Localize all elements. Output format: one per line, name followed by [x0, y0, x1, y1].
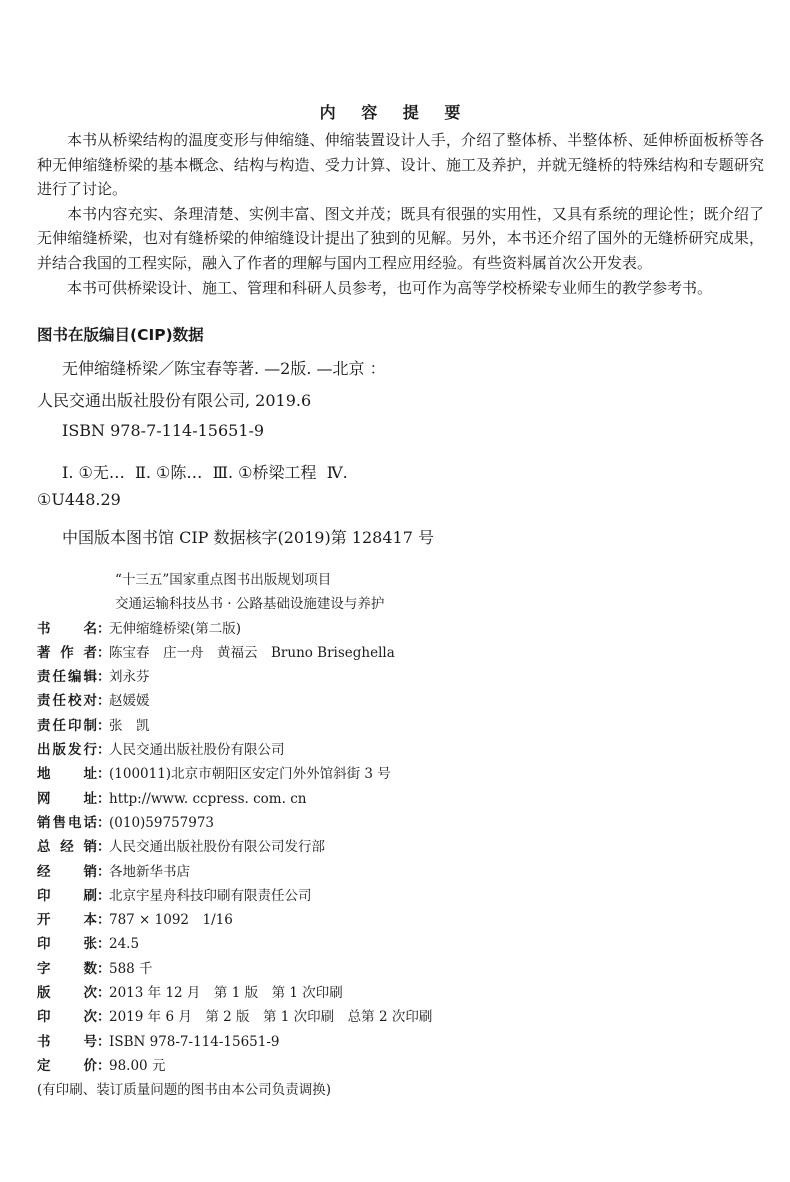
field-label-char: 对 [83, 693, 97, 710]
field-label [37, 908, 97, 932]
field-value: 人民交通出版社股份有限公司 [109, 742, 285, 759]
colophon-fields [37, 617, 432, 1079]
field-value: (010)59757973 [109, 814, 215, 831]
field-label-char: 书 [37, 1033, 51, 1050]
cip-line: 人民交通出版社股份有限公司, 2019.6 [37, 391, 312, 410]
field-label-char: 书 [37, 620, 51, 637]
field-label [37, 932, 97, 956]
field-label-char: 销 [37, 814, 51, 831]
field-colon: ： [97, 1033, 111, 1050]
field-label-char: 印 [37, 1009, 51, 1026]
field-colon: ： [97, 693, 111, 710]
field-label-char: 校 [68, 693, 82, 710]
field-label [37, 1054, 97, 1078]
field-label-char: 辑 [83, 669, 97, 686]
field-label-char: 次 [83, 1009, 97, 1026]
colophon-field [37, 689, 432, 713]
cip-line: 无伸缩缝桥梁／陈宝春等著. —2版. —北京 ： [62, 359, 386, 378]
colophon-field [37, 714, 432, 738]
field-label-char: 发 [68, 742, 82, 759]
field-label-char: 本 [83, 912, 97, 929]
field-value: 2019 年 6 月 第 2 版 第 1 次印刷 总第 2 次印刷 [109, 1009, 433, 1026]
colophon-field [37, 738, 432, 762]
field-label [37, 714, 97, 738]
field-label [37, 957, 97, 981]
field-colon: ： [97, 887, 111, 904]
field-label-char: 著 [37, 644, 51, 661]
field-colon: ： [97, 1009, 111, 1026]
project-line: “十三五”国家重点图书出版规划项目 [115, 572, 332, 588]
field-label [37, 811, 97, 835]
field-label-char: 版 [52, 742, 66, 759]
field-label [37, 835, 97, 859]
field-label-char: 出 [37, 742, 51, 759]
field-label [37, 617, 97, 641]
field-label [37, 1030, 97, 1054]
field-label-char: 话 [83, 814, 97, 831]
field-label-char: 作 [60, 644, 74, 661]
cip-line: ①U448.29 [37, 490, 121, 509]
colophon-field [37, 884, 432, 908]
field-label-char: 任 [52, 717, 66, 734]
field-label [37, 665, 97, 689]
field-colon: ： [97, 742, 111, 759]
field-value: 787 × 1092 1/16 [109, 912, 233, 929]
field-label-char: 总 [37, 839, 51, 856]
colophon-field [37, 1054, 432, 1078]
field-colon: ： [97, 863, 111, 880]
field-value: 588 千 [109, 960, 153, 977]
field-label-char: 次 [83, 985, 97, 1002]
field-label-char: 电 [68, 814, 82, 831]
field-label-char: 网 [37, 790, 51, 807]
field-colon: ： [97, 766, 111, 783]
field-label-char: 定 [37, 1057, 51, 1074]
summary-paragraph: 本书可供桥梁设计、施工、管理和科研人员参考，也可作为高等学校桥梁专业师生的教学参考书。 [67, 278, 713, 297]
field-value: 张 凯 [109, 717, 150, 734]
field-label-char: 版 [37, 985, 51, 1002]
field-label-char: 价 [83, 1057, 97, 1074]
field-value: 24.5 [109, 936, 140, 953]
field-label-char: 号 [83, 1033, 97, 1050]
colophon-field [37, 932, 432, 956]
field-label-char: 任 [52, 669, 66, 686]
colophon-field [37, 1030, 432, 1054]
field-colon: ： [97, 669, 111, 686]
field-value: 刘永芬 [109, 669, 150, 686]
field-label-char: 址 [83, 766, 97, 783]
field-colon: ： [97, 790, 111, 807]
field-label-char: 销 [83, 839, 97, 856]
summary-title: 内 容 提 要 [319, 103, 471, 122]
field-colon: ： [97, 839, 111, 856]
field-colon: ： [97, 985, 111, 1002]
field-label [37, 689, 97, 713]
field-label-char: 数 [83, 960, 97, 977]
field-value: 各地新华书店 [109, 863, 190, 880]
field-label-char: 名 [83, 620, 97, 637]
field-value: 北京宇星舟科技印刷有限责任公司 [109, 887, 312, 904]
field-label [37, 787, 97, 811]
field-label [37, 860, 97, 884]
colophon-field [37, 665, 432, 689]
colophon-note: (有印刷、装订质量问题的图书由本公司负责调换) [37, 1082, 332, 1099]
field-label-char: 责 [37, 693, 51, 710]
field-colon: ： [97, 717, 111, 734]
field-label-char: 址 [83, 790, 97, 807]
field-label-char: 字 [37, 960, 51, 977]
colophon-field [37, 981, 432, 1005]
field-value: 2013 年 12 月 第 1 版 第 1 次印刷 [109, 985, 343, 1002]
field-value: 无伸缩缝桥梁(第二版) [109, 620, 242, 637]
colophon-field [37, 787, 432, 811]
project-line: 交通运输科技丛书 · 公路基础设施建设与养护 [115, 596, 385, 613]
field-label [37, 738, 97, 762]
field-colon: ： [97, 620, 111, 637]
field-colon: ： [97, 960, 111, 977]
field-label [37, 762, 97, 786]
field-label [37, 1005, 97, 1029]
field-label [37, 981, 97, 1005]
field-value: ISBN 978-7-114-15651-9 [109, 1033, 280, 1050]
field-label-char: 张 [83, 936, 97, 953]
field-label-char: 任 [52, 693, 66, 710]
field-label-char: 编 [68, 669, 82, 686]
field-colon: ： [97, 644, 111, 661]
cip-heading: 图书在版编目(CIP)数据 [37, 326, 204, 344]
field-label-char: 行 [83, 742, 97, 759]
field-colon: ： [97, 936, 111, 953]
field-label-char: 印 [68, 717, 82, 734]
field-label-char: 经 [37, 863, 51, 880]
field-colon: ： [97, 912, 111, 929]
field-label [37, 884, 97, 908]
field-value: 陈宝春 庄一舟 黄福云 Bruno Briseghella [109, 644, 395, 661]
field-label-char: 售 [52, 814, 66, 831]
field-label-char: 印 [37, 887, 51, 904]
cip-record-number: 中国版本图书馆 CIP 数据核字(2019)第 128417 号 [62, 528, 434, 547]
cip-line: Ⅰ. ①无… Ⅱ. ①陈… Ⅲ. ①桥梁工程 Ⅳ. [62, 463, 348, 482]
field-label-char: 责 [37, 669, 51, 686]
field-label-char: 印 [37, 936, 51, 953]
summary-body [37, 128, 764, 300]
colophon-field [37, 641, 432, 665]
colophon-field [37, 1005, 432, 1029]
colophon-field [37, 835, 432, 859]
field-label-char: 经 [60, 839, 74, 856]
colophon-field [37, 908, 432, 932]
field-label [37, 641, 97, 665]
colophon-field [37, 957, 432, 981]
summary-paragraph: 本书从桥梁结构的温度变形与伸缩缝、伸缩装置设计人手，介绍了整体桥、半整体桥、延伸桥面板桥等各种无伸缩缝桥梁的基本概念、结构与构造、受力计算、设计、施工及养护，并就无缝桥的特殊结构和专题研究进行了讨论。 [37, 131, 764, 199]
field-label-char: 刷 [83, 887, 97, 904]
field-label-char: 地 [37, 766, 51, 783]
field-value: 98.00 元 [109, 1057, 166, 1074]
colophon-field [37, 762, 432, 786]
colophon-field [37, 860, 432, 884]
field-value: 人民交通出版社股份有限公司发行部 [109, 839, 325, 856]
field-value: http://www. ccpress. com. cn [109, 790, 307, 807]
field-label-char: 销 [83, 863, 97, 880]
field-label-char: 制 [83, 717, 97, 734]
colophon [37, 568, 432, 1103]
field-value: 赵媛媛 [109, 693, 150, 710]
field-value: (100011)北京市朝阳区安定门外外馆斜街 3 号 [109, 766, 391, 783]
field-label-char: 者 [83, 644, 97, 661]
field-colon: ： [97, 1057, 111, 1074]
field-colon: ： [97, 814, 111, 831]
colophon-field [37, 811, 432, 835]
summary-paragraph: 本书内容充实、条理清楚、实例丰富、图文并茂；既具有很强的实用性，又具有系统的理论性；既介绍了无伸缩缝桥梁，也对有缝桥梁的伸缩缝设计提出了独到的见解。另外，本书还介绍了国外的无缝桥研究成果，并结合我国的工程实际，融入了作者的理解与国内工程应用经验。有些资料属首次公开发表。 [37, 204, 764, 272]
field-label-char: 开 [37, 912, 51, 929]
cip-isbn: ISBN 978-7-114-15651-9 [62, 421, 265, 440]
colophon-field [37, 617, 432, 641]
field-label-char: 责 [37, 717, 51, 734]
